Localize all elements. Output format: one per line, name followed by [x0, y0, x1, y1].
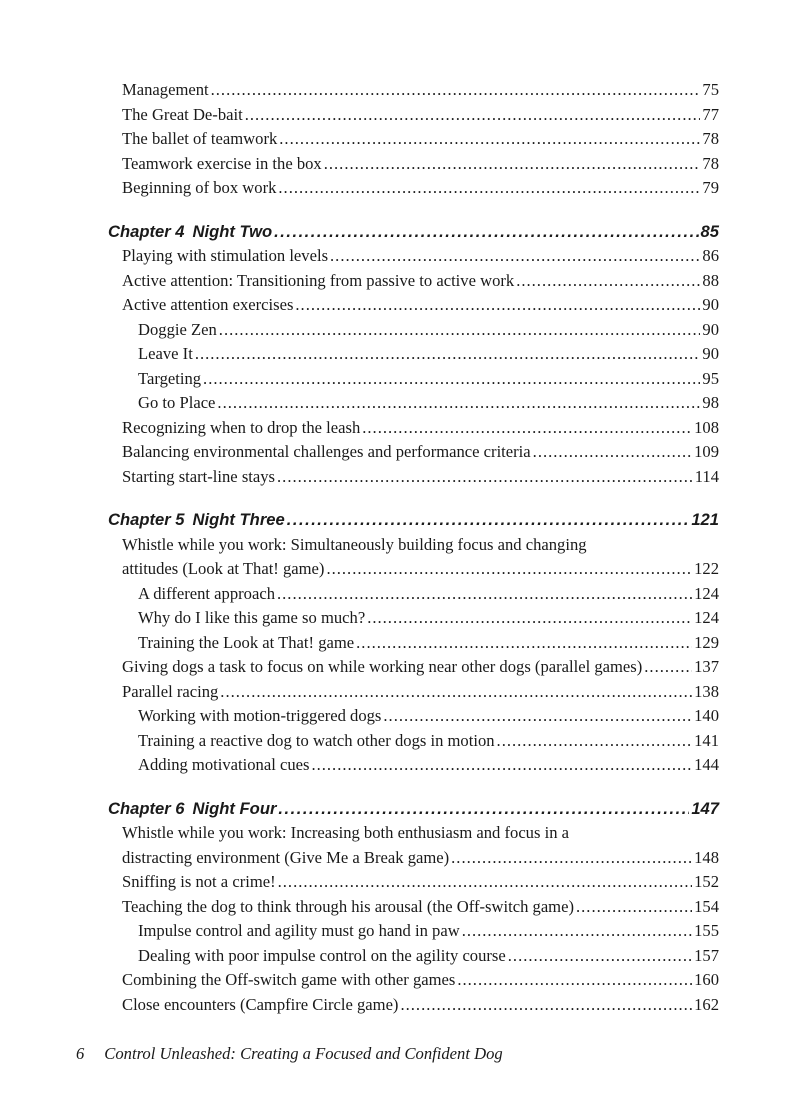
toc-entry [108, 127, 719, 152]
chapter-label: Chapter 6 [108, 798, 185, 818]
dot-leader [383, 704, 692, 729]
toc-entry-title: Balancing environmental challenges and performance criteria [122, 442, 531, 461]
toc-entry-page: 124 [694, 583, 719, 603]
chapter-page: 85 [700, 221, 719, 241]
dot-leader [295, 293, 700, 318]
toc-entry-title: Management [122, 80, 209, 99]
toc-entry-title: Parallel racing [122, 681, 219, 701]
dot-leader [203, 367, 700, 392]
toc-entry-page: 162 [694, 994, 719, 1014]
toc-entry-page: 86 [702, 246, 719, 265]
dot-leader [219, 318, 701, 343]
toc-subentry [108, 704, 719, 729]
toc-entry-page: 122 [694, 559, 719, 578]
toc-entry [108, 244, 719, 269]
dot-leader [220, 680, 692, 705]
chapter-title: Night Two [192, 221, 273, 241]
chapter-title: Night Four [192, 798, 277, 818]
toc-entry-title: Targeting [138, 368, 202, 388]
dot-leader [287, 508, 690, 533]
toc-entry-page: 108 [694, 417, 719, 437]
dot-leader [324, 152, 701, 177]
dot-leader [326, 557, 692, 582]
chapter-page: 121 [691, 510, 719, 529]
dot-leader [278, 176, 700, 201]
toc-entry-page: 95 [702, 368, 719, 388]
toc-entry-title: Beginning of box work [122, 178, 277, 197]
dot-leader [644, 655, 692, 680]
toc-entry-title: Working with motion-triggered dogs [138, 706, 382, 725]
toc-entry-page: 114 [694, 466, 719, 486]
dot-leader [533, 440, 692, 465]
toc-entry [108, 557, 719, 582]
dot-leader [278, 797, 689, 822]
toc-subentry [108, 753, 719, 778]
dot-leader [277, 465, 693, 490]
dot-leader [367, 606, 692, 631]
toc-entry [108, 416, 719, 441]
footer-page-number: 6 [76, 1044, 85, 1063]
dot-leader [330, 244, 700, 269]
toc-entry-page: 124 [694, 608, 719, 627]
chapter-title: Night Three [192, 510, 285, 529]
dot-leader [211, 78, 701, 103]
toc-entry [108, 680, 719, 705]
toc-entry [108, 968, 719, 993]
toc-entry [108, 152, 719, 177]
dot-leader [516, 269, 700, 294]
dot-leader [274, 220, 698, 245]
chapter-label: Chapter 4 [108, 221, 185, 241]
dot-leader [277, 582, 692, 607]
toc-entry-title: Playing with stimulation levels [122, 246, 329, 265]
page-footer [76, 1044, 503, 1064]
toc-entry-page: 77 [702, 104, 719, 124]
toc-entry-first-line: Whistle while you work: Simultaneously building focus and changing [122, 534, 587, 554]
toc-entry-title: Active attention: Transitioning from passive to active work [122, 270, 515, 290]
toc-entry-title: Starting start-line stays [122, 466, 276, 486]
toc-entry [108, 293, 719, 318]
toc-entry-title: Sniffing is not a crime! [122, 872, 276, 891]
toc-entry-page: 154 [694, 896, 719, 916]
toc-entry-first-line: Whistle while you work: Increasing both enthusiasm and focus in a [122, 823, 570, 842]
toc-entry [108, 655, 719, 680]
toc-entry [108, 103, 719, 128]
dot-leader [400, 993, 692, 1018]
dot-leader [451, 846, 692, 871]
toc-entry-page: 141 [694, 730, 719, 750]
toc-entry-title: Training a reactive dog to watch other dogs in motion [138, 730, 495, 750]
toc-entry-title: Why do I like this game so much? [138, 608, 366, 627]
toc-entry-page: 109 [694, 442, 719, 461]
dot-leader [497, 729, 693, 754]
toc-entry-title: Active attention exercises [122, 295, 294, 314]
toc-entry-title: distracting environment (Give Me a Break game) [122, 847, 450, 867]
toc-entry-title: Recognizing when to drop the leash [122, 417, 361, 437]
dot-leader [195, 342, 701, 367]
chapter-label: Chapter 5 [108, 510, 185, 529]
toc-subentry [108, 944, 719, 969]
toc-entry-title: Dealing with poor impulse control on the agility course [138, 945, 506, 965]
toc-entry-title: attitudes (Look at That! game) [122, 559, 325, 578]
toc-entry [108, 78, 719, 103]
dot-leader [508, 944, 692, 969]
toc-entry-page: 79 [702, 178, 719, 197]
toc-entry-title: Impulse control and agility must go hand in paw [138, 921, 460, 940]
toc-subentry [108, 342, 719, 367]
toc-entry-page: 98 [702, 393, 719, 412]
dot-leader [278, 870, 692, 895]
toc-entry-title: Giving dogs a task to focus on while working near other dogs (parallel games) [122, 657, 643, 676]
toc-entry-title: Go to Place [138, 393, 216, 412]
toc-entry [108, 269, 719, 294]
dot-leader [362, 416, 692, 441]
toc-entry-page: 137 [694, 657, 719, 676]
toc-entry-page: 88 [702, 270, 719, 290]
footer-book-title: Control Unleashed: Creating a Focused and Confident Dog [104, 1044, 503, 1063]
toc-entry [108, 993, 719, 1018]
toc-subentry [108, 631, 719, 656]
dot-leader [279, 127, 700, 152]
toc-subentry [108, 582, 719, 607]
toc-entry-title: Doggie Zen [138, 319, 217, 339]
toc-entry-title: The ballet of teamwork [122, 129, 278, 148]
toc-entry-page: 148 [694, 847, 719, 867]
toc-entry-page: 78 [702, 153, 719, 173]
toc-subentry [108, 367, 719, 392]
toc-entry-page: 90 [702, 344, 719, 363]
chapter-heading-6 [108, 797, 719, 822]
toc-entry-title: Teamwork exercise in the box [122, 153, 322, 173]
toc-entry-page: 90 [702, 319, 719, 339]
toc-entry-page: 140 [694, 706, 719, 725]
toc-entry [108, 846, 719, 871]
toc-entry-title: Combining the Off-switch game with other games [122, 970, 456, 989]
dot-leader [356, 631, 692, 656]
toc-entry [108, 465, 719, 490]
dot-leader [576, 895, 692, 920]
dot-leader [311, 753, 692, 778]
toc-entry-page: 138 [694, 681, 719, 701]
toc-entry-page: 160 [694, 970, 719, 989]
toc-entry-page: 129 [694, 632, 719, 652]
toc-entry-title: Close encounters (Campfire Circle game) [122, 994, 399, 1014]
dot-leader [217, 391, 700, 416]
dot-leader [457, 968, 692, 993]
chapter-heading-5 [108, 508, 719, 533]
toc-entry-title: A different approach [138, 583, 275, 603]
toc-entry [108, 440, 719, 465]
chapter-page: 147 [691, 798, 719, 818]
dot-leader [245, 103, 701, 128]
toc-entry-title: Teaching the dog to think through his arousal (the Off-switch game) [122, 896, 574, 916]
toc-subentry [108, 729, 719, 754]
chapter-heading-4 [108, 220, 719, 245]
toc-entry-page: 144 [694, 755, 719, 774]
toc-entry-page: 75 [702, 80, 719, 99]
toc-entry-page: 90 [702, 295, 719, 314]
toc-entry-title: Training the Look at That! game [138, 632, 355, 652]
toc-entry-page: 152 [694, 872, 719, 891]
toc-entry-title: Adding motivational cues [138, 755, 310, 774]
toc-entry [108, 870, 719, 895]
toc-entry-page: 78 [702, 129, 719, 148]
toc-entry-title: Leave It [138, 344, 193, 363]
toc-subentry [108, 919, 719, 944]
toc-entry-page: 155 [694, 921, 719, 940]
table-of-contents [108, 78, 719, 1017]
dot-leader [462, 919, 692, 944]
toc-entry-title: The Great De-bait [122, 104, 243, 124]
toc-subentry [108, 391, 719, 416]
toc-subentry [108, 606, 719, 631]
toc-entry [108, 895, 719, 920]
toc-subentry [108, 318, 719, 343]
toc-entry-page: 157 [694, 945, 719, 965]
toc-entry [108, 176, 719, 201]
